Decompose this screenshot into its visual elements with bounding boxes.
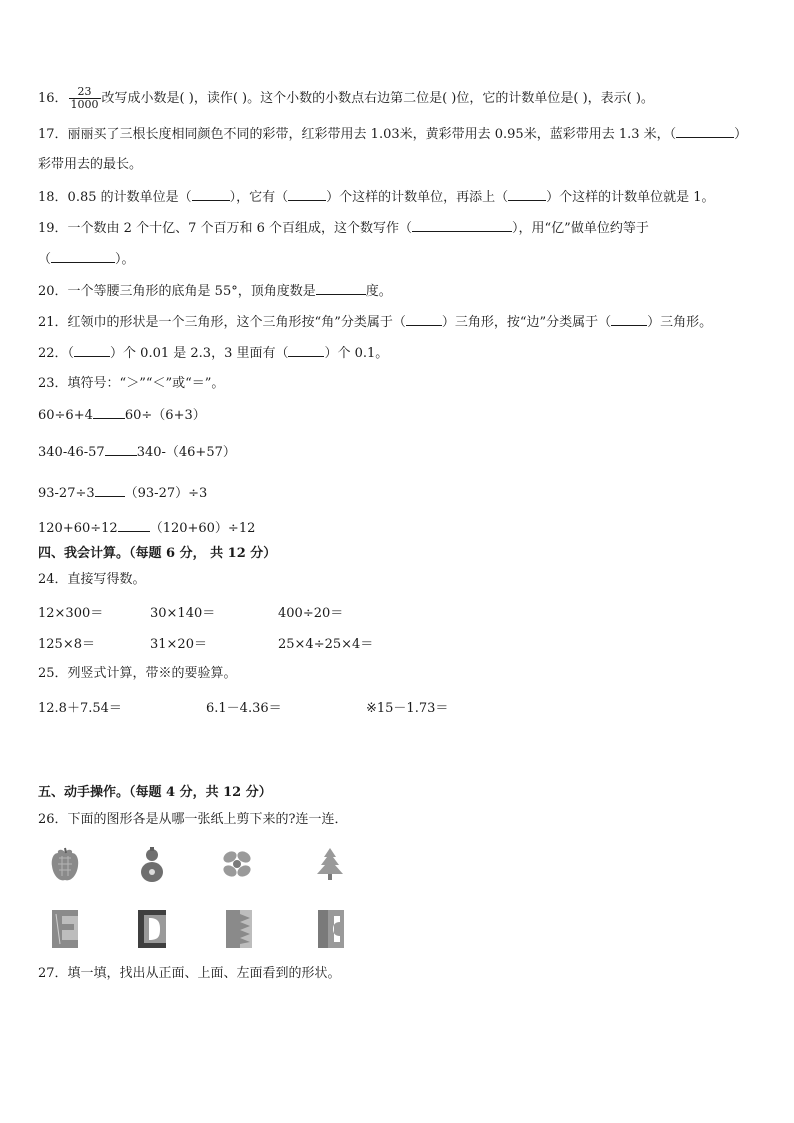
q21-blank-2[interactable] [611, 313, 647, 326]
apple-cutout-icon [50, 846, 80, 884]
q23-item [38, 484, 207, 503]
q23-item-left: 60÷6+4 [38, 408, 93, 423]
q22-text-b: ）个 0.01 是 2.3，3 里面有（ [110, 346, 289, 361]
q23-blank[interactable] [93, 406, 125, 419]
q16-fraction [69, 86, 101, 111]
q21-blank-1[interactable] [406, 313, 442, 326]
question-27-title: 27．填一填，找出从正面、上面、左面看到的形状。 [38, 966, 341, 981]
q19-blank-2[interactable] [51, 250, 115, 263]
q16-text: 改写成小数是( )，读作( )。这个小数的小数点右边第二位是( )位，它的计数单位是( )，表示( )。 [101, 91, 654, 106]
q22-text-c: ）个 0.1。 [324, 346, 389, 361]
q23-item-left: 340-46-57 [38, 445, 105, 460]
q17-close-paren: ） [734, 127, 748, 142]
paper-piece-e-icon [50, 908, 80, 950]
q18-text-c: ）个这样的计数单位，再添上（ [326, 190, 509, 205]
question-23-title: 23．填符号：“＞”“＜”或“＝”。 [38, 376, 225, 391]
q20-text-a: 20．一个等腰三角形的底角是 55°，顶角度数是 [38, 284, 316, 299]
q24-item: 31×20＝ [150, 637, 207, 652]
q18-text-a: 18．0.85 的计数单位是（ [38, 190, 192, 205]
question-25-title: 25．列竖式计算，带※的要验算。 [38, 666, 237, 681]
q23-item [38, 519, 255, 538]
q24-item: 12×300＝ [38, 606, 104, 621]
question-16 [38, 86, 654, 111]
q20-blank[interactable] [316, 282, 366, 295]
q23-item-left: 120+60÷12 [38, 521, 118, 536]
q16-fraction-denominator: 1000 [70, 98, 99, 111]
q23-blank[interactable] [118, 519, 150, 532]
q21-text-c: ）三角形。 [647, 315, 713, 330]
question-17-line1 [38, 125, 747, 144]
q22-blank-2[interactable] [288, 344, 324, 357]
question-19-line1 [38, 219, 649, 238]
q23-item [38, 406, 206, 425]
q19-text-a: 19．一个数由 2 个十亿、7 个百万和 6 个百组成，这个数写作（ [38, 221, 413, 236]
q25-item: 12.8＋7.54＝ [38, 701, 122, 716]
question-17-line2: 彩带用去的最长。 [38, 157, 143, 172]
question-20 [38, 282, 392, 301]
q20-text-b: 度。 [365, 284, 392, 299]
q18-text-b: ），它有（ [229, 190, 289, 205]
tree-cutout-icon [315, 846, 345, 882]
flower-cutout-icon [218, 848, 256, 880]
q17-answer-blank[interactable] [676, 125, 734, 138]
q24-item: 125×8＝ [38, 637, 95, 652]
question-22 [38, 344, 388, 363]
section-5-heading: 五、动手操作。（每题 4 分，共 12 分） [38, 785, 272, 800]
q22-blank-1[interactable] [74, 344, 110, 357]
paper-piece-zigzag-icon [224, 908, 254, 950]
q24-item: 25×4÷25×4＝ [278, 637, 374, 652]
q23-item [38, 443, 236, 462]
paper-piece-c-icon [136, 908, 168, 950]
q23-item-right: （93-27）÷3 [124, 486, 208, 501]
q22-text-a: 22．（ [38, 346, 75, 361]
question-18 [38, 188, 715, 207]
gourd-cutout-icon [138, 846, 166, 884]
q24-item: 400÷20＝ [278, 606, 344, 621]
q18-text-d: ）个这样的计数单位就是 1。 [546, 190, 715, 205]
q17-text: 17．丽丽买了三根长度相同颜色不同的彩带，红彩带用去 1.03米，黄彩带用去 0.95米，蓝彩带用去 1.3 米，（ [38, 127, 677, 142]
section-4-heading: 四、我会计算。（每题 6 分， 共 12 分） [38, 546, 277, 561]
question-24-title: 24．直接写得数。 [38, 572, 146, 587]
q18-blank-1[interactable] [192, 188, 230, 201]
q24-item: 30×140＝ [150, 606, 216, 621]
q19-close-paren: ）。 [115, 252, 135, 267]
q23-item-left: 93-27÷3 [38, 486, 95, 501]
q16-number: 16． [38, 91, 68, 106]
q25-item: ※15－1.73＝ [366, 701, 449, 716]
q19-text-b: ），用“亿”做单位约等于 [512, 221, 649, 236]
q16-fraction-numerator: 23 [69, 86, 101, 99]
q23-item-right: （120+60）÷12 [149, 521, 256, 536]
question-19-line2 [38, 250, 135, 269]
question-26-title: 26．下面的图形各是从哪一张纸上剪下来的?连一连． [38, 812, 348, 827]
q23-item-right: 60÷（6+3） [124, 408, 206, 423]
q23-item-right: 340-（46+57） [136, 445, 236, 460]
q18-blank-3[interactable] [508, 188, 546, 201]
q21-text-a: 21．红领巾的形状是一个三角形，这个三角形按“角”分类属于（ [38, 315, 406, 330]
q18-blank-2[interactable] [288, 188, 326, 201]
q25-item: 6.1－4.36＝ [206, 701, 282, 716]
q19-blank-1[interactable] [412, 219, 512, 232]
question-21 [38, 313, 712, 332]
q21-text-b: ）三角形，按“边”分类属于（ [441, 315, 612, 330]
q23-blank[interactable] [105, 443, 137, 456]
q19-open-paren: （ [38, 252, 52, 267]
q23-blank[interactable] [95, 484, 125, 497]
paper-piece-notch-icon [316, 908, 346, 950]
